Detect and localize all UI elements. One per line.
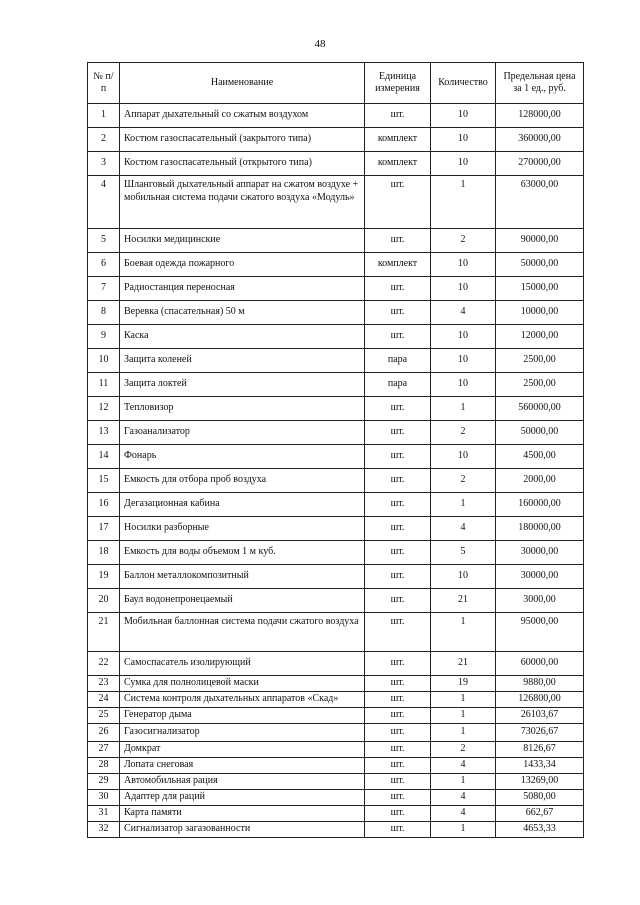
item-quantity: 4 [431,517,496,541]
item-price: 13269,00 [496,774,584,790]
item-name: Самоспасатель изолирующий [120,652,365,676]
item-price: 662,67 [496,806,584,822]
item-quantity: 4 [431,301,496,325]
item-name: Костюм газоспасательный (закрытого типа) [120,128,365,152]
item-quantity: 4 [431,758,496,774]
item-name: Тепловизор [120,397,365,421]
item-quantity: 10 [431,128,496,152]
item-unit: пара [365,349,431,373]
item-unit: комплект [365,128,431,152]
item-price: 126800,00 [496,692,584,708]
table-row [88,708,584,724]
item-unit: шт. [365,822,431,838]
item-name: Адаптер для раций [120,790,365,806]
item-name: Баул водонепронецаемый [120,589,365,613]
table-row [88,229,584,253]
table-row [88,724,584,742]
table-row [88,373,584,397]
row-number: 13 [88,421,120,445]
item-name: Боевая одежда пожарного [120,253,365,277]
item-unit: пара [365,373,431,397]
item-quantity: 10 [431,349,496,373]
item-unit: шт. [365,104,431,128]
row-number: 4 [88,176,120,229]
item-unit: шт. [365,774,431,790]
item-quantity: 10 [431,152,496,176]
row-number: 14 [88,445,120,469]
row-number: 9 [88,325,120,349]
item-unit: шт. [365,589,431,613]
item-price: 3000,00 [496,589,584,613]
item-quantity: 10 [431,445,496,469]
item-name: Аппарат дыхательный со сжатым воздухом [120,104,365,128]
row-number: 25 [88,708,120,724]
item-name: Сигнализатор загазованности [120,822,365,838]
row-number: 6 [88,253,120,277]
item-name: Емкость для воды объемом 1 м куб. [120,541,365,565]
item-unit: шт. [365,742,431,758]
table-row [88,692,584,708]
table-row [88,253,584,277]
row-number: 2 [88,128,120,152]
item-unit: шт. [365,229,431,253]
row-number: 27 [88,742,120,758]
table-row [88,176,584,229]
item-price: 95000,00 [496,613,584,652]
header-number: № п/п [88,63,120,104]
item-quantity: 10 [431,373,496,397]
item-unit: шт. [365,708,431,724]
item-unit: шт. [365,445,431,469]
table-row [88,613,584,652]
item-name: Карта памяти [120,806,365,822]
row-number: 26 [88,724,120,742]
item-price: 360000,00 [496,128,584,152]
item-price: 8126,67 [496,742,584,758]
item-quantity: 4 [431,806,496,822]
item-unit: шт. [365,758,431,774]
item-unit: шт. [365,565,431,589]
item-quantity: 1 [431,613,496,652]
row-number: 23 [88,676,120,692]
item-quantity: 21 [431,589,496,613]
item-quantity: 10 [431,104,496,128]
item-price: 15000,00 [496,277,584,301]
table-row [88,742,584,758]
item-quantity: 1 [431,692,496,708]
table-row [88,397,584,421]
item-price: 4653,33 [496,822,584,838]
table-row [88,565,584,589]
row-number: 15 [88,469,120,493]
table-row [88,822,584,838]
item-price: 9880,00 [496,676,584,692]
item-quantity: 10 [431,277,496,301]
item-quantity: 10 [431,325,496,349]
table-row [88,774,584,790]
item-quantity: 2 [431,742,496,758]
item-name: Каска [120,325,365,349]
item-price: 1433,34 [496,758,584,774]
row-number: 29 [88,774,120,790]
row-number: 22 [88,652,120,676]
item-price: 160000,00 [496,493,584,517]
table-row [88,104,584,128]
row-number: 11 [88,373,120,397]
table-row [88,277,584,301]
item-quantity: 2 [431,229,496,253]
table-row [88,806,584,822]
item-quantity: 19 [431,676,496,692]
header-price: Предельная цена за 1 ед., руб. [496,63,584,104]
item-name: Домкрат [120,742,365,758]
table-row [88,493,584,517]
item-unit: шт. [365,421,431,445]
table-row [88,676,584,692]
item-price: 2500,00 [496,373,584,397]
item-unit: шт. [365,301,431,325]
item-unit: шт. [365,277,431,301]
item-name: Сумка для полнолицевой маски [120,676,365,692]
item-unit: шт. [365,469,431,493]
item-unit: шт. [365,724,431,742]
item-quantity: 1 [431,822,496,838]
item-price: 30000,00 [496,565,584,589]
item-quantity: 2 [431,421,496,445]
item-name: Веревка (спасательная) 50 м [120,301,365,325]
row-number: 28 [88,758,120,774]
row-number: 12 [88,397,120,421]
item-name: Фонарь [120,445,365,469]
row-number: 8 [88,301,120,325]
item-price: 60000,00 [496,652,584,676]
row-number: 7 [88,277,120,301]
item-quantity: 1 [431,493,496,517]
item-name: Защита коленей [120,349,365,373]
item-quantity: 4 [431,790,496,806]
item-name: Лопата снеговая [120,758,365,774]
row-number: 3 [88,152,120,176]
header-name: Наименование [120,63,365,104]
item-name: Система контроля дыхательных аппаратов «Скад» [120,692,365,708]
item-name: Шланговый дыхательный аппарат на сжатом воздухе + мобильная система подачи сжатого воздуха «Модуль» [120,176,365,229]
item-price: 2000,00 [496,469,584,493]
item-quantity: 1 [431,774,496,790]
row-number: 30 [88,790,120,806]
item-name: Защита локтей [120,373,365,397]
header-unit: Единица измерения [365,63,431,104]
item-unit: шт. [365,692,431,708]
equipment-price-table [87,62,584,838]
row-number: 20 [88,589,120,613]
item-unit: шт. [365,652,431,676]
row-number: 18 [88,541,120,565]
item-price: 5080,00 [496,790,584,806]
table-row [88,790,584,806]
item-quantity: 1 [431,397,496,421]
item-price: 180000,00 [496,517,584,541]
item-quantity: 5 [431,541,496,565]
item-price: 50000,00 [496,253,584,277]
row-number: 31 [88,806,120,822]
item-price: 128000,00 [496,104,584,128]
item-price: 73026,67 [496,724,584,742]
page-number: 48 [314,38,326,50]
item-quantity: 1 [431,708,496,724]
item-price: 30000,00 [496,541,584,565]
item-unit: шт. [365,613,431,652]
item-quantity: 1 [431,176,496,229]
item-price: 90000,00 [496,229,584,253]
row-number: 1 [88,104,120,128]
item-name: Дегазационная кабина [120,493,365,517]
row-number: 21 [88,613,120,652]
item-name: Газоанализатор [120,421,365,445]
table-row [88,349,584,373]
item-unit: шт. [365,806,431,822]
item-name: Емкость для отбора проб воздуха [120,469,365,493]
table-row [88,589,584,613]
item-unit: шт. [365,493,431,517]
item-name: Радиостанция переносная [120,277,365,301]
table-row [88,517,584,541]
item-price: 63000,00 [496,176,584,229]
item-unit: комплект [365,253,431,277]
item-price: 270000,00 [496,152,584,176]
item-unit: шт. [365,176,431,229]
item-quantity: 1 [431,724,496,742]
row-number: 16 [88,493,120,517]
item-name: Носилки разборные [120,517,365,541]
item-price: 2500,00 [496,349,584,373]
item-price: 560000,00 [496,397,584,421]
item-price: 4500,00 [496,445,584,469]
table-row [88,541,584,565]
item-unit: шт. [365,325,431,349]
item-name: Генератор дыма [120,708,365,724]
row-number: 5 [88,229,120,253]
item-name: Газосигнализатор [120,724,365,742]
row-number: 24 [88,692,120,708]
table-row [88,652,584,676]
item-price: 50000,00 [496,421,584,445]
item-unit: шт. [365,541,431,565]
row-number: 19 [88,565,120,589]
item-name: Костюм газоспасательный (открытого типа) [120,152,365,176]
item-name: Носилки медицинские [120,229,365,253]
row-number: 32 [88,822,120,838]
table-row [88,128,584,152]
item-quantity: 2 [431,469,496,493]
item-quantity: 21 [431,652,496,676]
item-price: 12000,00 [496,325,584,349]
table-row [88,152,584,176]
header-quantity: Количество [431,63,496,104]
table-row [88,301,584,325]
item-unit: шт. [365,790,431,806]
item-name: Баллон металлокомпозитный [120,565,365,589]
item-unit: комплект [365,152,431,176]
table-row [88,758,584,774]
item-name: Мобильная баллонная система подачи сжатого воздуха [120,613,365,652]
item-price: 10000,00 [496,301,584,325]
item-quantity: 10 [431,253,496,277]
item-unit: шт. [365,397,431,421]
item-unit: шт. [365,676,431,692]
item-name: Автомобильная рация [120,774,365,790]
table-row [88,325,584,349]
item-price: 26103,67 [496,708,584,724]
table-row [88,421,584,445]
item-quantity: 10 [431,565,496,589]
item-unit: шт. [365,517,431,541]
table-row [88,445,584,469]
table-header-row [88,63,584,104]
row-number: 10 [88,349,120,373]
row-number: 17 [88,517,120,541]
table-row [88,469,584,493]
